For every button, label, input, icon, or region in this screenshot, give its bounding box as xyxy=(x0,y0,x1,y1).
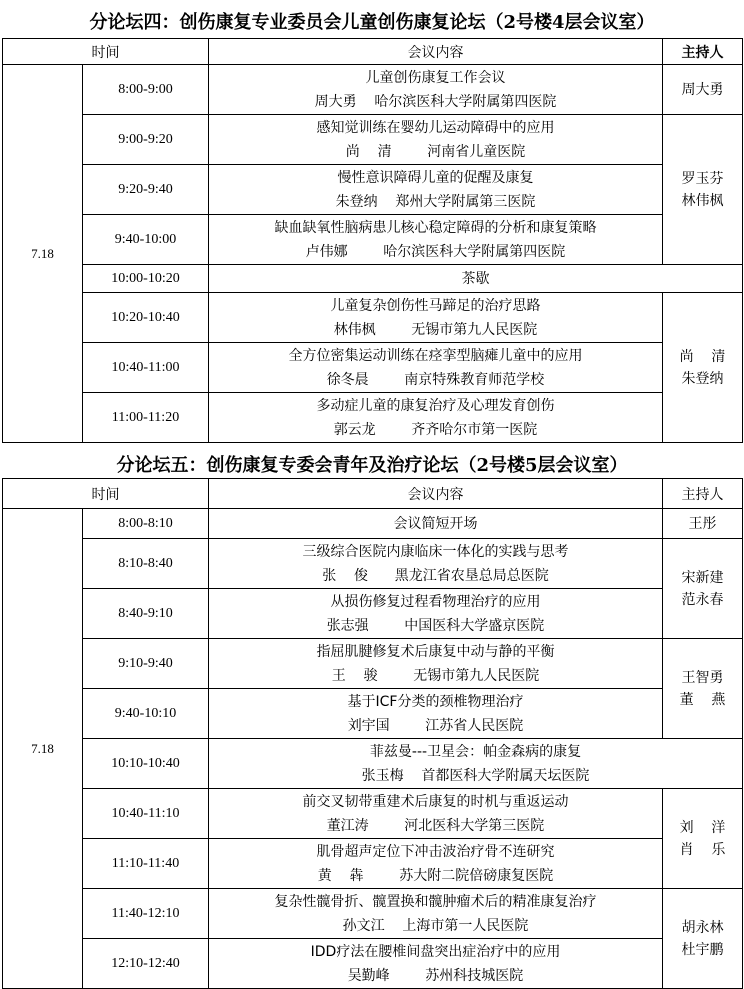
topic-title: 儿童复杂创伤性马蹄足的治疗思路 xyxy=(330,297,541,314)
header-content: 会议内容 xyxy=(209,39,663,65)
topic-speaker: 周大勇 哈尔滨医科大学附属第四医院 xyxy=(314,93,557,110)
topic-cell xyxy=(209,293,663,343)
host-cell xyxy=(663,115,743,265)
topic-speaker: 王 骏 无锡市第九人民医院 xyxy=(331,667,540,684)
table-row xyxy=(3,689,743,739)
forum5-header-row xyxy=(3,479,743,509)
time-cell: 10:40-11:10 xyxy=(83,789,209,839)
forum5-title: 分论坛五：创伤康复专委会青年及治疗论坛（2号楼5层会议室） xyxy=(116,455,628,476)
topic-cell xyxy=(209,539,663,589)
topic-speaker: 徐冬晨 南京特殊教育师范学校 xyxy=(326,371,545,388)
time-cell: 11:10-11:40 xyxy=(83,839,209,889)
topic-title: 指屈肌腱修复术后康复中动与静的平衡 xyxy=(316,643,555,660)
host-name: 朱登纳 xyxy=(681,370,724,387)
topic-title: 肌骨超声定位下冲击波治疗骨不连研究 xyxy=(316,843,555,860)
topic-speaker: 吴勤峰 苏州科技城医院 xyxy=(347,967,524,984)
topic-title: 菲兹曼---卫星会：帕金森病的康复 xyxy=(369,743,582,760)
host-name: 胡永林 xyxy=(681,919,724,936)
host-cell xyxy=(663,639,743,739)
topic-speaker: 林伟枫 无锡市第九人民医院 xyxy=(333,321,538,338)
table-row xyxy=(3,539,743,589)
table-row xyxy=(3,639,743,689)
topic-cell xyxy=(209,939,663,989)
table-row xyxy=(3,165,743,215)
topic-title: 前交叉韧带重建术后康复的时机与重返运动 xyxy=(302,793,569,810)
time-cell: 8:10-8:40 xyxy=(83,539,209,589)
date-cell: 7.18 xyxy=(3,509,83,989)
topic-speaker: 朱登纳 郑州大学附属第三医院 xyxy=(335,193,536,210)
host-name: 范永春 xyxy=(681,591,724,608)
topic-cell: 会议简短开场 xyxy=(209,509,663,539)
forum5-table xyxy=(2,478,743,989)
topic-cell xyxy=(209,889,663,939)
time-cell: 8:40-9:10 xyxy=(83,589,209,639)
host-name: 宋新建 xyxy=(681,569,724,586)
host-cell xyxy=(663,65,743,115)
table-row xyxy=(3,889,743,939)
host-name: 肖 乐 xyxy=(679,841,726,858)
topic-speaker: 郭云龙 齐齐哈尔市第一医院 xyxy=(333,421,538,438)
topic-cell xyxy=(209,689,663,739)
time-cell: 9:40-10:10 xyxy=(83,689,209,739)
topic-title: 复杂性髋骨折、髋置换和髋肿瘤术后的精准康复治疗 xyxy=(274,893,597,910)
table-row xyxy=(3,215,743,265)
topic-speaker: 卢伟娜 哈尔滨医科大学附属第四医院 xyxy=(305,243,566,260)
header-content: 会议内容 xyxy=(209,479,663,509)
topic-speaker: 张志强 中国医科大学盛京医院 xyxy=(326,617,545,634)
topic-title: IDD疗法在腰椎间盘突出症治疗中的应用 xyxy=(310,943,561,960)
time-cell: 10:20-10:40 xyxy=(83,293,209,343)
topic-title: 儿童创伤康复工作会议 xyxy=(365,69,506,86)
table-row xyxy=(3,589,743,639)
time-cell: 8:00-9:00 xyxy=(83,65,209,115)
topic-cell xyxy=(209,65,663,115)
topic-cell xyxy=(209,215,663,265)
forum4-table xyxy=(2,38,743,443)
host-name: 周大勇 xyxy=(681,81,724,98)
table-row xyxy=(3,393,743,443)
host-cell xyxy=(663,789,743,889)
break-cell: 茶歇 xyxy=(209,265,743,293)
table-row xyxy=(3,939,743,989)
table-row xyxy=(3,839,743,889)
table-row xyxy=(3,115,743,165)
forum4-header-row xyxy=(3,39,743,65)
table-row xyxy=(3,65,743,115)
time-cell: 12:10-12:40 xyxy=(83,939,209,989)
host-name: 刘 洋 xyxy=(679,819,726,836)
topic-cell xyxy=(209,343,663,393)
table-row xyxy=(3,789,743,839)
topic-speaker: 刘宇国 江苏省人民医院 xyxy=(347,717,524,734)
time-cell: 10:10-10:40 xyxy=(83,739,209,789)
time-cell: 9:10-9:40 xyxy=(83,639,209,689)
topic-title: 缺血缺氧性脑病患儿核心稳定障碍的分析和康复策略 xyxy=(274,219,597,236)
topic-speaker: 董江涛 河北医科大学第三医院 xyxy=(326,817,545,834)
topic-speaker: 尚 清 河南省儿童医院 xyxy=(345,143,526,160)
topic-cell xyxy=(209,639,663,689)
topic-cell xyxy=(209,115,663,165)
topic-speaker: 张玉梅 首都医科大学附属天坛医院 xyxy=(361,767,590,784)
topic-cell xyxy=(209,789,663,839)
host-name: 罗玉芬 xyxy=(681,170,724,187)
topic-cell xyxy=(209,589,663,639)
header-time: 时间 xyxy=(3,39,209,65)
topic-cell xyxy=(209,839,663,889)
topic-title: 从损伤修复过程看物理治疗的应用 xyxy=(330,593,541,610)
header-time: 时间 xyxy=(3,479,209,509)
time-cell: 11:40-12:10 xyxy=(83,889,209,939)
time-cell: 10:00-10:20 xyxy=(83,265,209,293)
table-row xyxy=(3,343,743,393)
topic-cell xyxy=(209,165,663,215)
topic-speaker: 黄 犇 苏大附二院倍磅康复医院 xyxy=(317,867,554,884)
time-cell: 8:00-8:10 xyxy=(83,509,209,539)
host-cell xyxy=(663,889,743,989)
host-name: 林伟枫 xyxy=(681,192,724,209)
time-cell: 11:00-11:20 xyxy=(83,393,209,443)
header-host: 主持人 xyxy=(663,479,743,509)
time-cell: 9:20-9:40 xyxy=(83,165,209,215)
date-cell: 7.18 xyxy=(3,65,83,443)
topic-cell xyxy=(209,393,663,443)
topic-title: 感知觉训练在婴幼儿运动障碍中的应用 xyxy=(316,119,555,136)
table-row xyxy=(3,265,743,293)
topic-speaker: 孙文江 上海市第一人民医院 xyxy=(342,917,529,934)
topic-title: 全方位密集运动训练在痉挛型脑瘫儿童中的应用 xyxy=(288,347,583,364)
host-name: 王智勇 xyxy=(681,669,724,686)
header-host: 主持人 xyxy=(663,39,743,65)
topic-title: 基于ICF分类的颈椎物理治疗 xyxy=(347,693,524,710)
time-cell: 9:00-9:20 xyxy=(83,115,209,165)
host-cell xyxy=(663,539,743,639)
host-name: 尚 清 xyxy=(679,348,726,365)
topic-title: 三级综合医院内康临床一体化的实践与思考 xyxy=(302,543,569,560)
table-row xyxy=(3,509,743,539)
topic-speaker: 张 俊 黑龙江省农垦总局总医院 xyxy=(322,567,549,584)
table-row xyxy=(3,739,743,789)
host-name: 董 燕 xyxy=(679,691,726,708)
time-cell: 10:40-11:00 xyxy=(83,343,209,393)
topic-title: 多动症儿童的康复治疗及心理发育创伤 xyxy=(316,397,555,414)
topic-title: 慢性意识障碍儿童的促醒及康复 xyxy=(337,169,534,186)
host-cell: 王彤 xyxy=(663,509,743,539)
forum4-title: 分论坛四：创伤康复专业委员会儿童创伤康复论坛（2号楼4层会议室） xyxy=(89,12,655,33)
host-name: 杜宇鹏 xyxy=(681,941,724,958)
table-row xyxy=(3,293,743,343)
topic-cell xyxy=(209,739,743,789)
host-cell xyxy=(663,293,743,443)
time-cell: 9:40-10:00 xyxy=(83,215,209,265)
